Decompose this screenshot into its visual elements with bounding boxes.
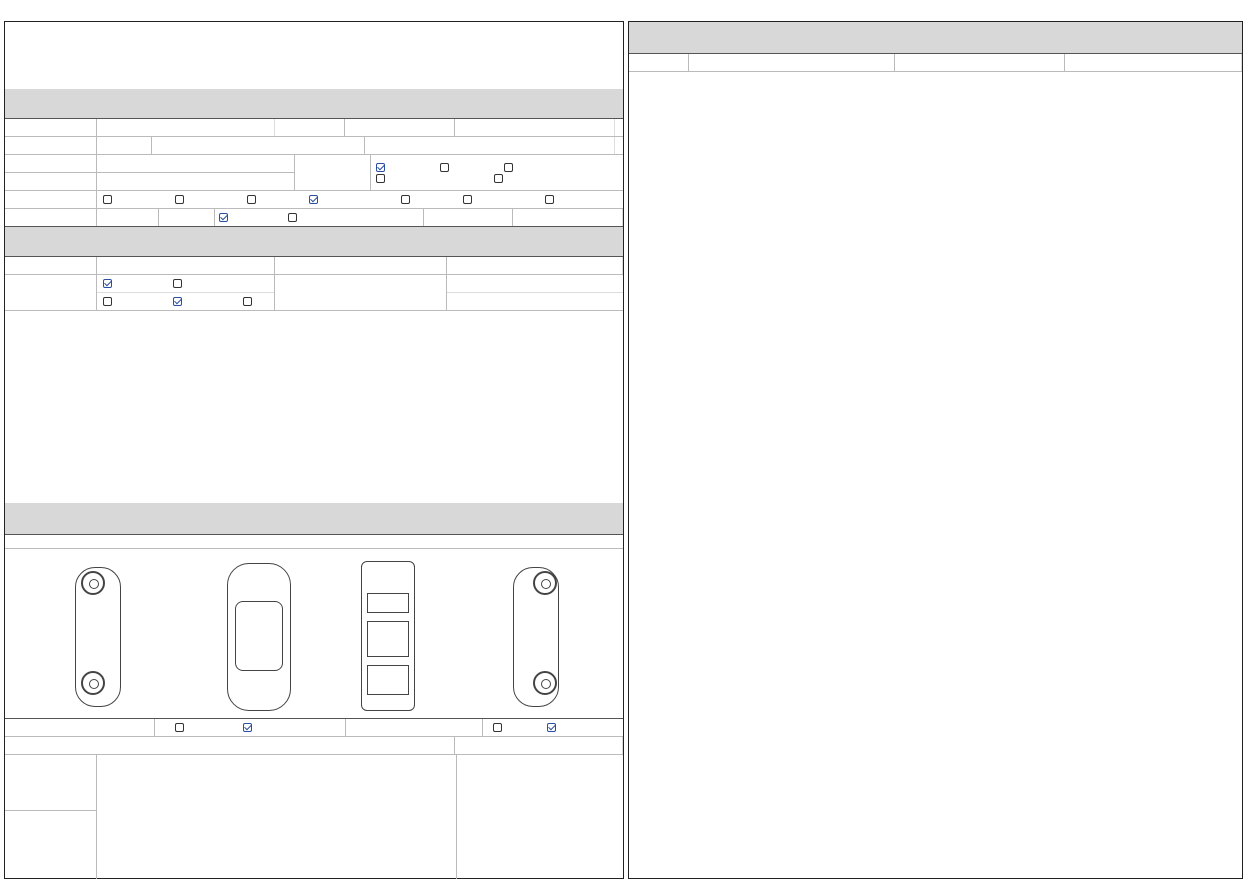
fuel-other-checkbox[interactable] (545, 195, 554, 204)
current-mileage (275, 275, 447, 310)
mileage-row (5, 275, 623, 311)
trans-auto-checkbox[interactable] (376, 163, 385, 172)
fuel-hybrid-checkbox[interactable] (309, 195, 318, 204)
model-year (97, 137, 152, 154)
mileage-high-checkbox[interactable] (103, 297, 112, 306)
fuel-lpg-checkbox[interactable] (247, 195, 256, 204)
fuel-hydrogen-checkbox[interactable] (463, 195, 472, 204)
fuel-electric-checkbox[interactable] (401, 195, 410, 204)
row-engine (5, 209, 623, 227)
overall-columns (5, 257, 623, 275)
gauge-good-checkbox[interactable] (103, 279, 112, 288)
vin (97, 173, 295, 190)
accident-no-checkbox[interactable] (243, 723, 252, 732)
accident-yes-checkbox[interactable] (175, 723, 184, 732)
mileage-normal-checkbox[interactable] (173, 297, 182, 306)
overall-header (5, 227, 623, 257)
warranty-self-checkbox[interactable] (219, 213, 228, 222)
fuel-diesel-checkbox[interactable] (175, 195, 184, 204)
detail-columns (629, 54, 1242, 72)
row-fuel (5, 191, 623, 209)
transmission-options (371, 155, 623, 190)
accident-history-row (5, 719, 623, 737)
main-frame-label (5, 811, 97, 879)
parts-header-row (5, 737, 623, 755)
row-year (5, 137, 623, 155)
repair-yes-checkbox[interactable] (493, 723, 502, 732)
trans-other-checkbox[interactable] (494, 174, 503, 183)
row-car-name (5, 119, 623, 137)
detail-table (629, 72, 1242, 878)
inspection-period (365, 137, 615, 154)
detail-state-right (628, 21, 1243, 879)
mileage-low-checkbox[interactable] (243, 297, 252, 306)
fuel-gasoline-checkbox[interactable] (103, 195, 112, 204)
basic-info-header (5, 89, 623, 119)
outer-panel-label (5, 755, 97, 811)
accident-header (5, 503, 623, 535)
performance-record-left (4, 21, 624, 879)
car-diagram (5, 549, 623, 719)
gauge-bad-checkbox[interactable] (173, 279, 182, 288)
trans-semi-checkbox[interactable] (504, 163, 513, 172)
warranty-insurer-checkbox[interactable] (288, 213, 297, 222)
first-registration (97, 155, 295, 172)
trans-cvt-checkbox[interactable] (376, 174, 385, 183)
parts-price-cell (456, 755, 623, 879)
row-first-reg (5, 155, 623, 191)
trans-manual-checkbox[interactable] (440, 163, 449, 172)
fuel-options (97, 195, 605, 204)
status-legend (5, 535, 623, 549)
engine-type (97, 209, 159, 226)
reg-number (455, 119, 615, 136)
repair-no-checkbox[interactable] (547, 723, 556, 732)
detail-header (629, 22, 1242, 54)
car-name (97, 119, 275, 136)
